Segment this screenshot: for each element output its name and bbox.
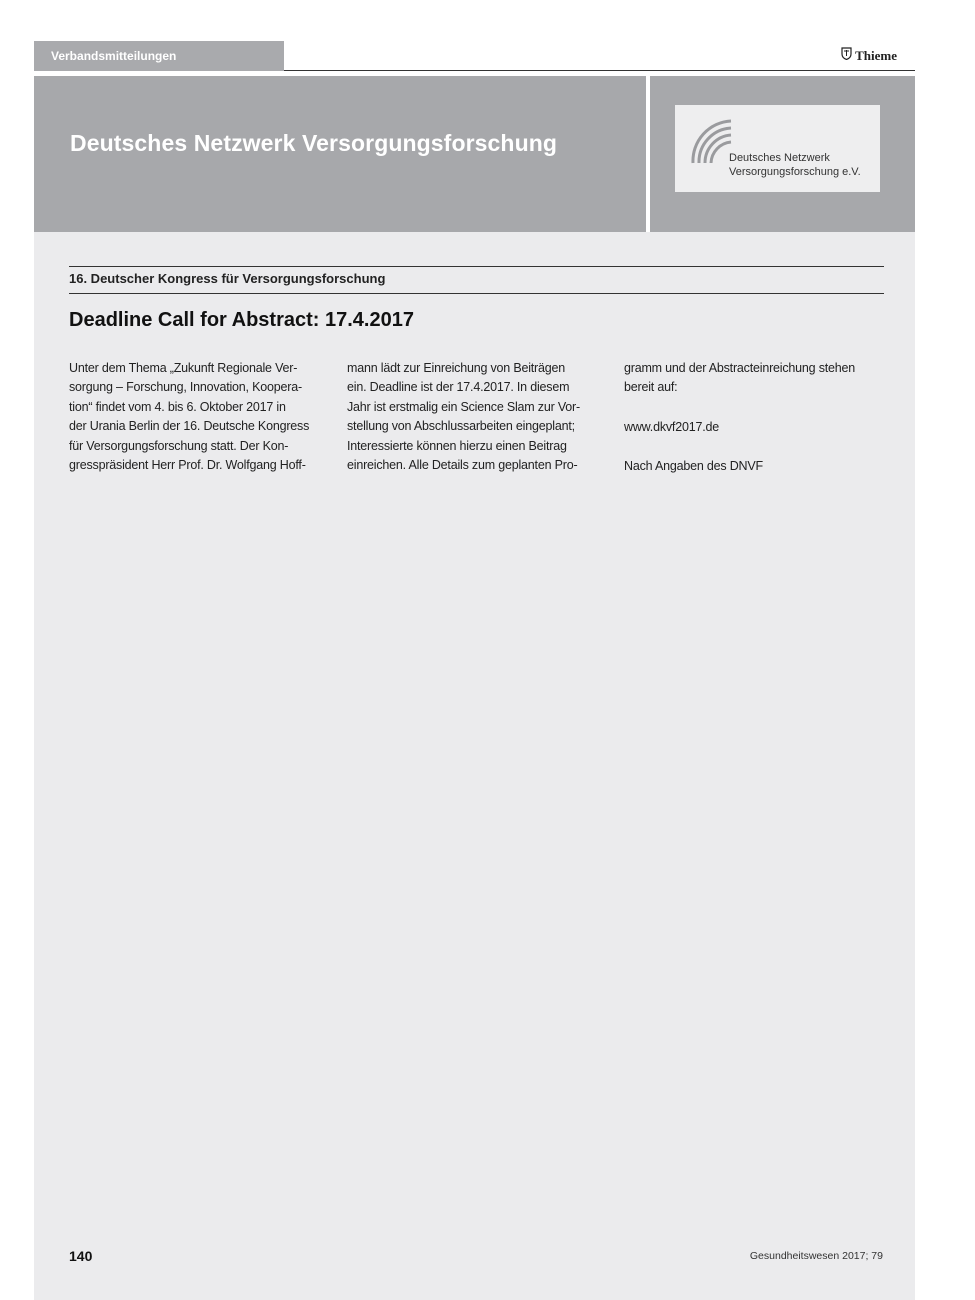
journal-citation: Gesundheitswesen 2017; 79 — [749, 1250, 883, 1262]
text-line: Interessierte können hierzu einen Beitrag — [347, 438, 567, 453]
brand-name: Thieme — [855, 47, 897, 63]
logo-line-1: Deutsches Netzwerk — [729, 152, 830, 164]
text-line: gramm und der Abstracteinreichung stehen — [624, 361, 856, 375]
website-link[interactable]: www.dkvf2017.de — [624, 419, 719, 434]
banner-title: Deutsches Netzwerk Versorgungsforschung — [70, 130, 558, 156]
text-line: Jahr ist erstmalig ein Science Slam zur Vor- — [347, 399, 580, 414]
text-line: der Urania Berlin der 16. Deutsche Kongress — [69, 419, 310, 434]
text-line: einreichen. Alle Details zum geplanten Pro- — [347, 458, 578, 473]
subheading-rule-bottom — [69, 293, 884, 294]
article-subheading: 16. Deutscher Kongress für Versorgungsforschung — [69, 271, 386, 286]
text-line: ein. Deadline ist der 17.4.2017. In diesem — [347, 380, 570, 395]
dnvf-logo — [675, 105, 880, 192]
text-line: stellung von Abschlussarbeiten eingeplant; — [347, 419, 575, 434]
logo-line-2: Versorgungsforschung e.V. — [729, 166, 861, 178]
logo-text — [729, 151, 861, 179]
section-tag: Verbandsmitteilungen — [34, 41, 284, 71]
text-column-1 — [69, 359, 327, 475]
paragraph — [624, 359, 882, 398]
text-line: gresspräsident Herr Prof. Dr. Wolfgang Hoff- — [69, 458, 306, 473]
text-line: tion“ findet vom 4. bis 6. Oktober 2017 in — [69, 399, 286, 414]
text-line: bereit auf: — [624, 380, 678, 395]
text-line: Unter dem Thema „Zukunft Regionale Ver- — [69, 361, 298, 375]
banner-logo-panel — [650, 76, 915, 232]
text-line: mann lädt zur Einreichung von Beiträgen — [347, 361, 566, 375]
text-column-2 — [347, 359, 605, 475]
article-headline: Deadline Call for Abstract: 17.4.2017 — [69, 309, 414, 331]
banner — [34, 76, 646, 232]
crest-icon — [841, 47, 852, 64]
publisher-brand — [841, 47, 897, 64]
subheading-rule-top — [69, 266, 884, 267]
text-line: für Versorgungsforschung statt. Der Kon- — [69, 438, 289, 453]
text-line: sorgung – Forschung, Innovation, Koopera- — [69, 380, 302, 395]
header-rule — [284, 70, 915, 71]
text-column-3 — [624, 359, 882, 477]
source-note: Nach Angaben des DNVF — [624, 459, 763, 474]
page-number: 140 — [69, 1248, 93, 1264]
